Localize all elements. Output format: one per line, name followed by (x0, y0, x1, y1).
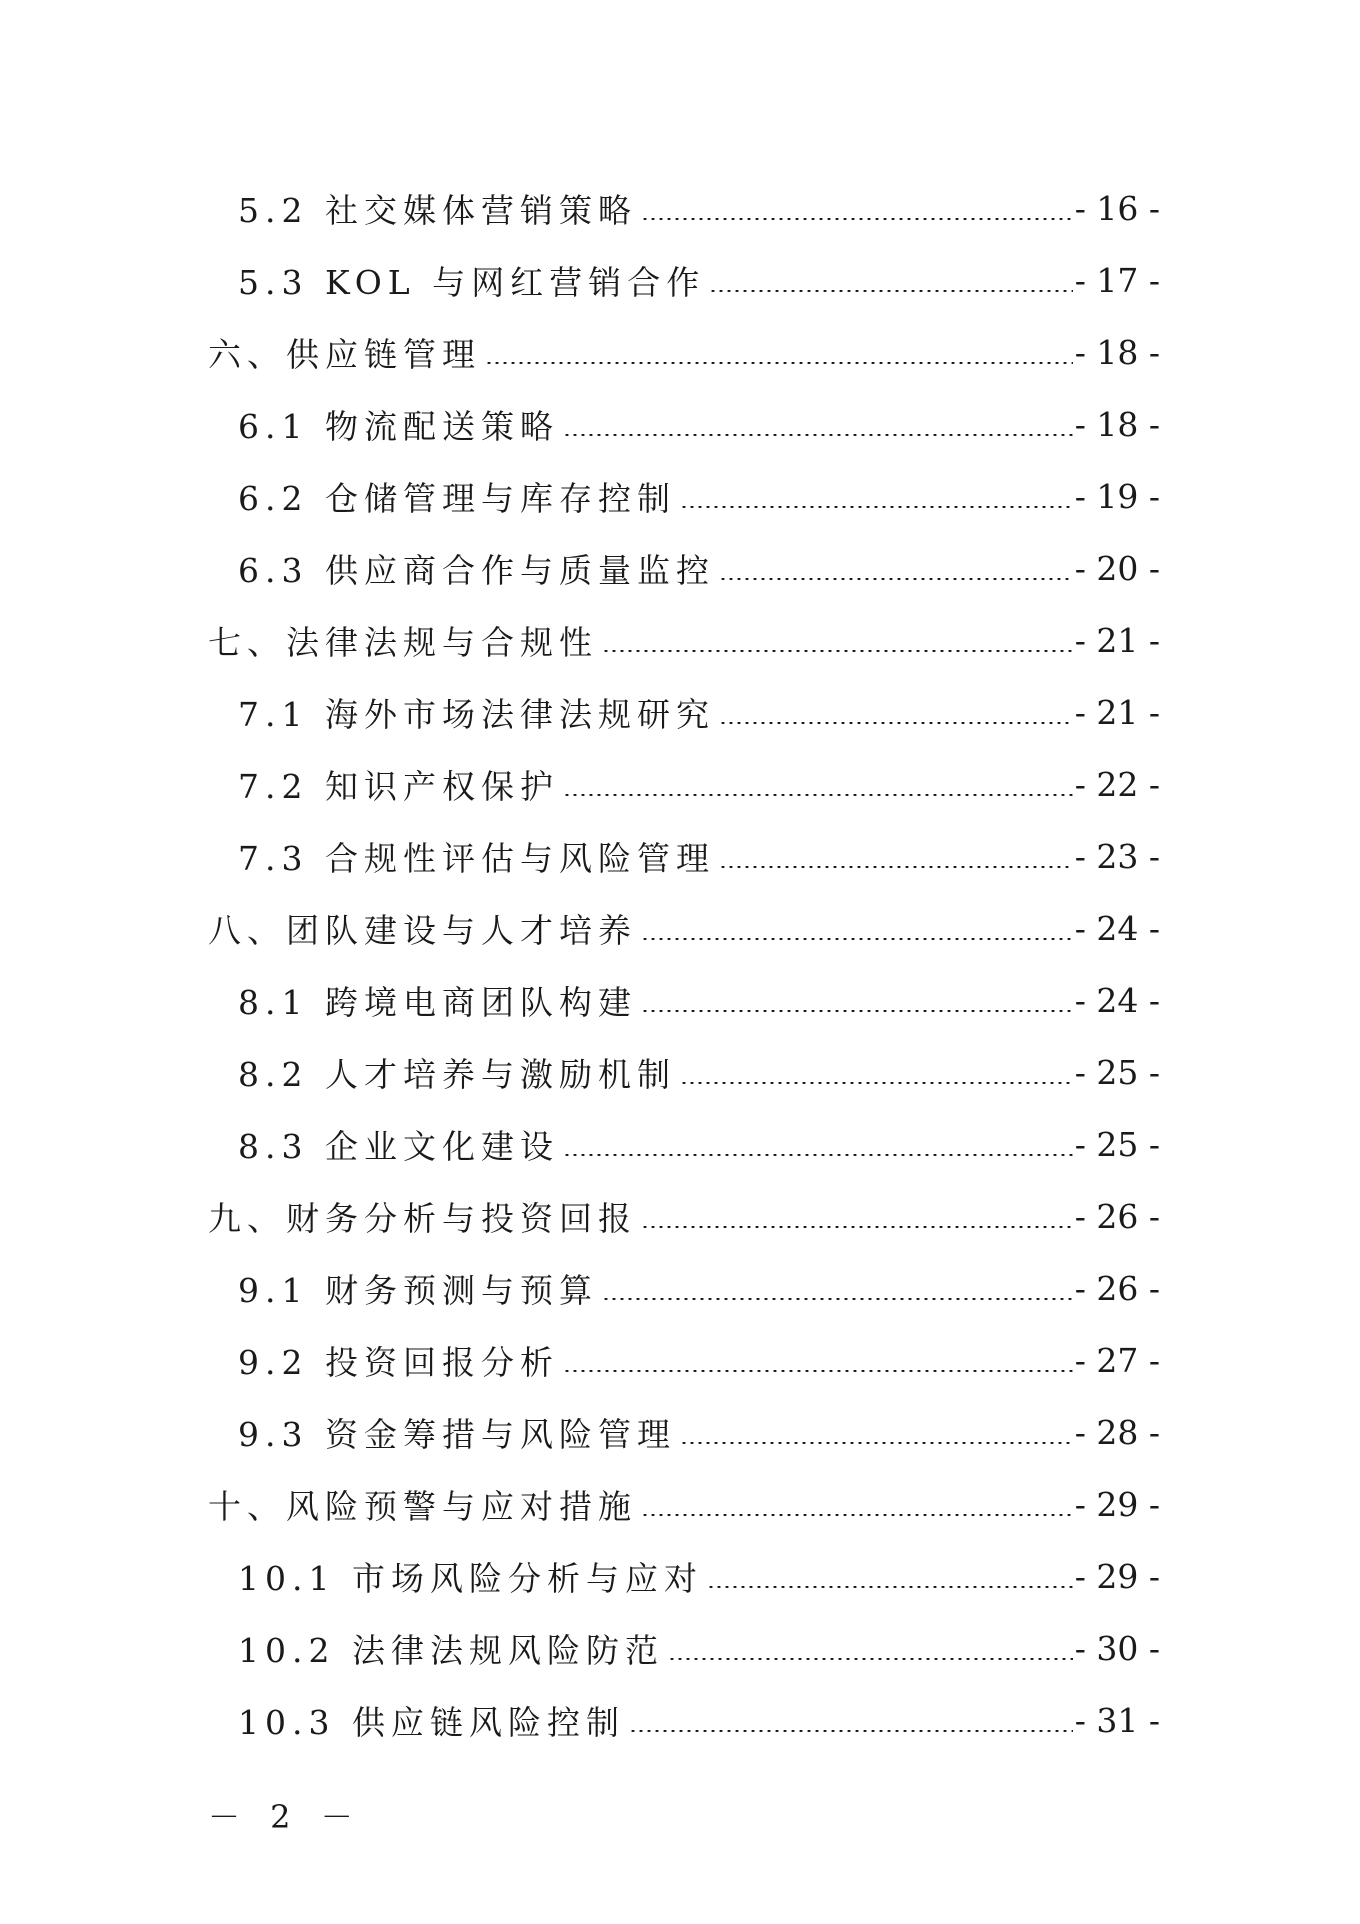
dot-leader (563, 1370, 1073, 1372)
toc-entry-title: 八、团队建设与人才培养 (208, 910, 637, 950)
toc-entry-page-number: - 29 - (1074, 1556, 1160, 1596)
dot-leader (563, 794, 1073, 796)
toc-entry-page-number: - 30 - (1074, 1628, 1160, 1668)
toc-entry-title: 六、供应链管理 (208, 334, 481, 374)
toc-subsection-entry[interactable] (0, 748, 1360, 820)
toc-subsection-entry[interactable] (0, 460, 1360, 532)
dot-leader (680, 1442, 1073, 1444)
dot-leader (602, 650, 1073, 652)
toc-entry-page-number: - 22 - (1074, 764, 1160, 804)
toc-entry-title: 七、法律法规与合规性 (208, 622, 598, 662)
toc-entry-page-number: - 21 - (1074, 692, 1160, 732)
toc-subsection-entry[interactable] (0, 1540, 1360, 1612)
dot-leader (668, 1658, 1073, 1660)
toc-section-entry[interactable] (0, 892, 1360, 964)
toc-subsection-entry[interactable] (0, 1252, 1360, 1324)
toc-entry-page-number: - 24 - (1074, 908, 1160, 948)
dot-leader (707, 1586, 1073, 1588)
toc-subsection-entry[interactable] (0, 1684, 1360, 1756)
dot-leader (680, 1082, 1073, 1084)
page-number: － 2 － (208, 1798, 363, 1836)
dot-leader (563, 1154, 1073, 1156)
toc-entry-page-number: - 24 - (1074, 980, 1160, 1020)
dot-leader (719, 866, 1073, 868)
toc-section-entry[interactable] (0, 1468, 1360, 1540)
toc-entry-title: 8.1 跨境电商团队构建 (238, 982, 637, 1022)
dot-leader (602, 1298, 1073, 1300)
dot-leader (485, 362, 1073, 364)
toc-entry-page-number: - 25 - (1074, 1124, 1160, 1164)
toc-subsection-entry[interactable] (0, 820, 1360, 892)
toc-entry-page-number: - 26 - (1074, 1196, 1160, 1236)
toc-entry-title: 9.2 投资回报分析 (238, 1342, 559, 1382)
toc-entry-title: 7.2 知识产权保护 (238, 766, 559, 806)
toc-entry-title: 九、财务分析与投资回报 (208, 1198, 637, 1238)
toc-entry-page-number: - 27 - (1074, 1340, 1160, 1380)
toc-subsection-entry[interactable] (0, 964, 1360, 1036)
dot-leader (641, 938, 1073, 940)
toc-entry-page-number: - 20 - (1074, 548, 1160, 588)
toc-entry-page-number: - 16 - (1074, 188, 1160, 228)
dot-leader (709, 290, 1073, 292)
toc-entry-title: 7.3 合规性评估与风险管理 (238, 838, 715, 878)
toc-entry-page-number: - 21 - (1074, 620, 1160, 660)
toc-entry-title: 9.3 资金筹措与风险管理 (238, 1414, 676, 1454)
toc-entry-title: 10.1 市场风险分析与应对 (238, 1558, 703, 1598)
toc-entry-page-number: - 25 - (1074, 1052, 1160, 1092)
toc-entry-title: 5.3 KOL 与网红营销合作 (238, 262, 706, 302)
toc-entry-title: 8.3 企业文化建设 (238, 1126, 559, 1166)
toc-entry-title: 10.2 法律法规风险防范 (238, 1630, 664, 1670)
toc-entry-page-number: - 29 - (1074, 1484, 1160, 1524)
toc-subsection-entry[interactable] (0, 1396, 1360, 1468)
toc-subsection-entry[interactable] (0, 172, 1360, 244)
toc-subsection-entry[interactable] (0, 1036, 1360, 1108)
dot-leader (629, 1730, 1073, 1732)
toc-subsection-entry[interactable] (0, 388, 1360, 460)
toc-entry-page-number: - 17 - (1074, 260, 1160, 300)
toc-entry-page-number: - 31 - (1074, 1700, 1160, 1740)
toc-entry-title: 十、风险预警与应对措施 (208, 1486, 637, 1526)
dot-leader (680, 506, 1073, 508)
toc-subsection-entry[interactable] (0, 1324, 1360, 1396)
toc-entry-page-number: - 26 - (1074, 1268, 1160, 1308)
toc-entry-title: 6.3 供应商合作与质量监控 (238, 550, 715, 590)
toc-entry-title: 8.2 人才培养与激励机制 (238, 1054, 676, 1094)
dot-leader (719, 722, 1073, 724)
toc-subsection-entry[interactable] (0, 532, 1360, 604)
toc-section-entry[interactable] (0, 604, 1360, 676)
dot-leader (719, 578, 1073, 580)
dot-leader (641, 1514, 1073, 1516)
dot-leader (641, 218, 1073, 220)
toc-entry-title: 7.1 海外市场法律法规研究 (238, 694, 715, 734)
dot-leader (641, 1010, 1073, 1012)
toc-section-entry[interactable] (0, 316, 1360, 388)
toc-entry-page-number: - 18 - (1074, 332, 1160, 372)
toc-entry-page-number: - 18 - (1074, 404, 1160, 444)
dot-leader (563, 434, 1073, 436)
toc-entry-title: 10.3 供应链风险控制 (238, 1702, 625, 1742)
toc-entry-page-number: - 19 - (1074, 476, 1160, 516)
toc-entry-title: 6.2 仓储管理与库存控制 (238, 478, 676, 518)
toc-entry-title: 6.1 物流配送策略 (238, 406, 559, 446)
toc-entry-page-number: - 23 - (1074, 836, 1160, 876)
toc-entry-page-number: - 28 - (1074, 1412, 1160, 1452)
dot-leader (641, 1226, 1073, 1228)
table-of-contents (0, 172, 1360, 1756)
toc-subsection-entry[interactable] (0, 1108, 1360, 1180)
toc-subsection-entry[interactable] (0, 676, 1360, 748)
toc-entry-title: 5.2 社交媒体营销策略 (238, 190, 637, 230)
toc-entry-title: 9.1 财务预测与预算 (238, 1270, 598, 1310)
toc-section-entry[interactable] (0, 1180, 1360, 1252)
toc-subsection-entry[interactable] (0, 1612, 1360, 1684)
toc-subsection-entry[interactable] (0, 244, 1360, 316)
